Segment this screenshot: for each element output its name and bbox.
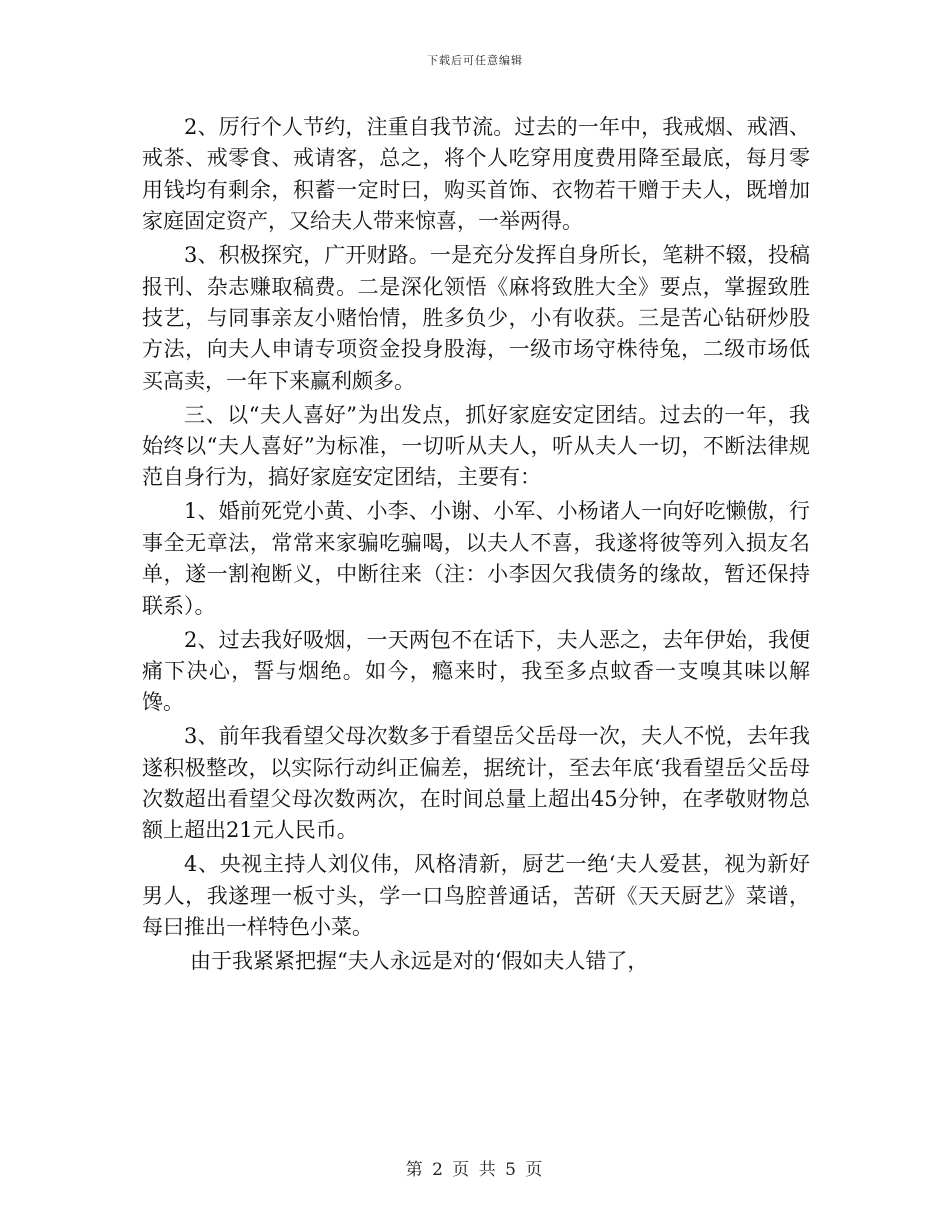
paragraph: 4、央视主持人刘仪伟，风格清新，厨艺一绝‘夫人爱甚，视为新好男人，我遂理一板寸头，学一口鸟腔普通话，苦研《天天厨艺》菜谱，每曰推出一样特色小菜。	[142, 852, 810, 940]
paragraph: 3、积极探究，广开财路。一是充分发挥自身所长，笔耕不辍，投稿报刊、杂志赚取稿费。二是深化领悟《麻将致胜大全》要点，掌握致胜技艺，与同事亲友小赌怡情，胜多负少，小有收获。三是苦心钻研炒股方法，向夫人申请专项资金投身股海，一级市场守株待兔，二级市场低买高卖，一年下来赢利颇多。	[142, 243, 810, 393]
paragraph: 2、厉行个人节约，注重自我节流。过去的一年中，我戒烟、戒酒、戒茶、戒零食、戒请客，总之，将个人吃穿用度费用降至最底，每月零用钱均有剩余，积蓄一定时曰，购买首饰、衣物若干赠于夫人，既增加家庭固定资产，又给夫人带来惊喜，一举两得。	[142, 115, 810, 234]
paragraph: 2、过去我好吸烟，一天两包不在话下，夫人恶之，去年伊始，我便痛下决心，誓与烟绝。如今，瘾来时，我至多点蚊香一支嗅其味以解馋。	[142, 627, 810, 715]
document-body	[142, 112, 810, 980]
paragraph: 1、婚前死党小黄、小李、小谢、小军、小杨诸人一向好吃懒傲，行事全无章法，常常来家骗吃骗喝，以夫人不喜，我遂将彼等列入损友名单，遂一割袍断义，中断往来（注：小李因欠我债务的缘故，暂还保持联系）。	[142, 499, 810, 618]
paragraph: 三、以“夫人喜好”为出发点，抓好家庭安定团结。过去的一年，我始终以“夫人喜好”为标准，一切听从夫人，听从夫人一切，不断法律规范自身行为，搞好家庭安定团结，主要有：	[142, 402, 810, 490]
page-number: 第 2 页 共 5 页	[405, 1160, 545, 1180]
paragraph: 由于我紧紧把握“夫人永远是对的‘假如夫人错了，	[190, 949, 649, 974]
paragraph: 3、前年我看望父母次数多于看望岳父岳母一次，夫人不悦，去年我遂积极整改，以实际行动纠正偏差，据统计，至去年底‘我看望岳父岳母次数超出看望父母次数两次，在时间总量上超出45分钟，在孝敬财物总额上超出21元人民币。	[142, 724, 810, 843]
page-header: 下载后可任意编辑	[427, 54, 523, 67]
